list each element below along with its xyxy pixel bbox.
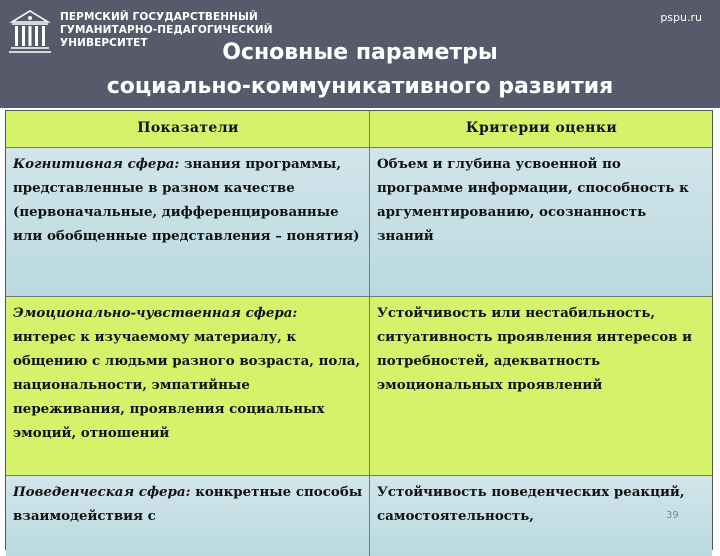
indicator-cell [6,297,370,475]
indicator-cell [6,148,370,296]
university-name-line: УНИВЕРСИТЕТ [60,37,148,49]
table-row [6,476,712,556]
slide-title [0,36,720,104]
slide-header [0,0,720,108]
indicator-cell [6,476,370,556]
sphere-term: Когнитивная сфера: [13,156,180,172]
university-name-line: ПЕРМСКИЙ ГОСУДАРСТВЕННЫЙ [60,11,258,23]
table-header-row [6,111,712,148]
table-row [6,297,712,476]
column-header-criteria: Критерии оценки [465,120,618,136]
slide-title-line: Основные параметры [222,40,498,65]
sphere-description: конкретные способы взаимодействия с [13,484,363,524]
site-url[interactable]: pspu.ru [660,11,702,24]
column-header-indicators: Показатели [6,111,370,147]
university-name-line: ГУМАНИТАРНО-ПЕДАГОГИЧЕСКИЙ [60,24,273,36]
sphere-description: знания программы, представленные в разном качестве (первоначальные, дифференцированные или обобщенные представления – понятия) [13,156,360,244]
slide-title-line: социально-коммуникативного развития [106,74,614,99]
criteria-cell: Объем и глубина усвоенной по программе информации, способность к аргументированию, осознанность знаний [377,156,689,244]
sphere-description: интерес к изучаемому материалу, к общению с людьми разного возраста, пола, национальности, эмпатийные переживания, проявления социальных эмоций, отношений [13,329,361,441]
page-number: 39 [666,510,679,521]
sphere-term: Поведенческая сфера: [13,484,191,500]
parameters-table [5,110,713,550]
criteria-cell: Устойчивость или нестабильность, ситуативность проявления интересов и потребностей, адекватность эмоциональных проявлений [377,305,693,393]
sphere-term: Эмоционально-чувственная сфера: [13,305,298,321]
criteria-cell: Устойчивость поведенческих реакций, самостоятельность, [377,484,685,524]
table-row [6,148,712,297]
